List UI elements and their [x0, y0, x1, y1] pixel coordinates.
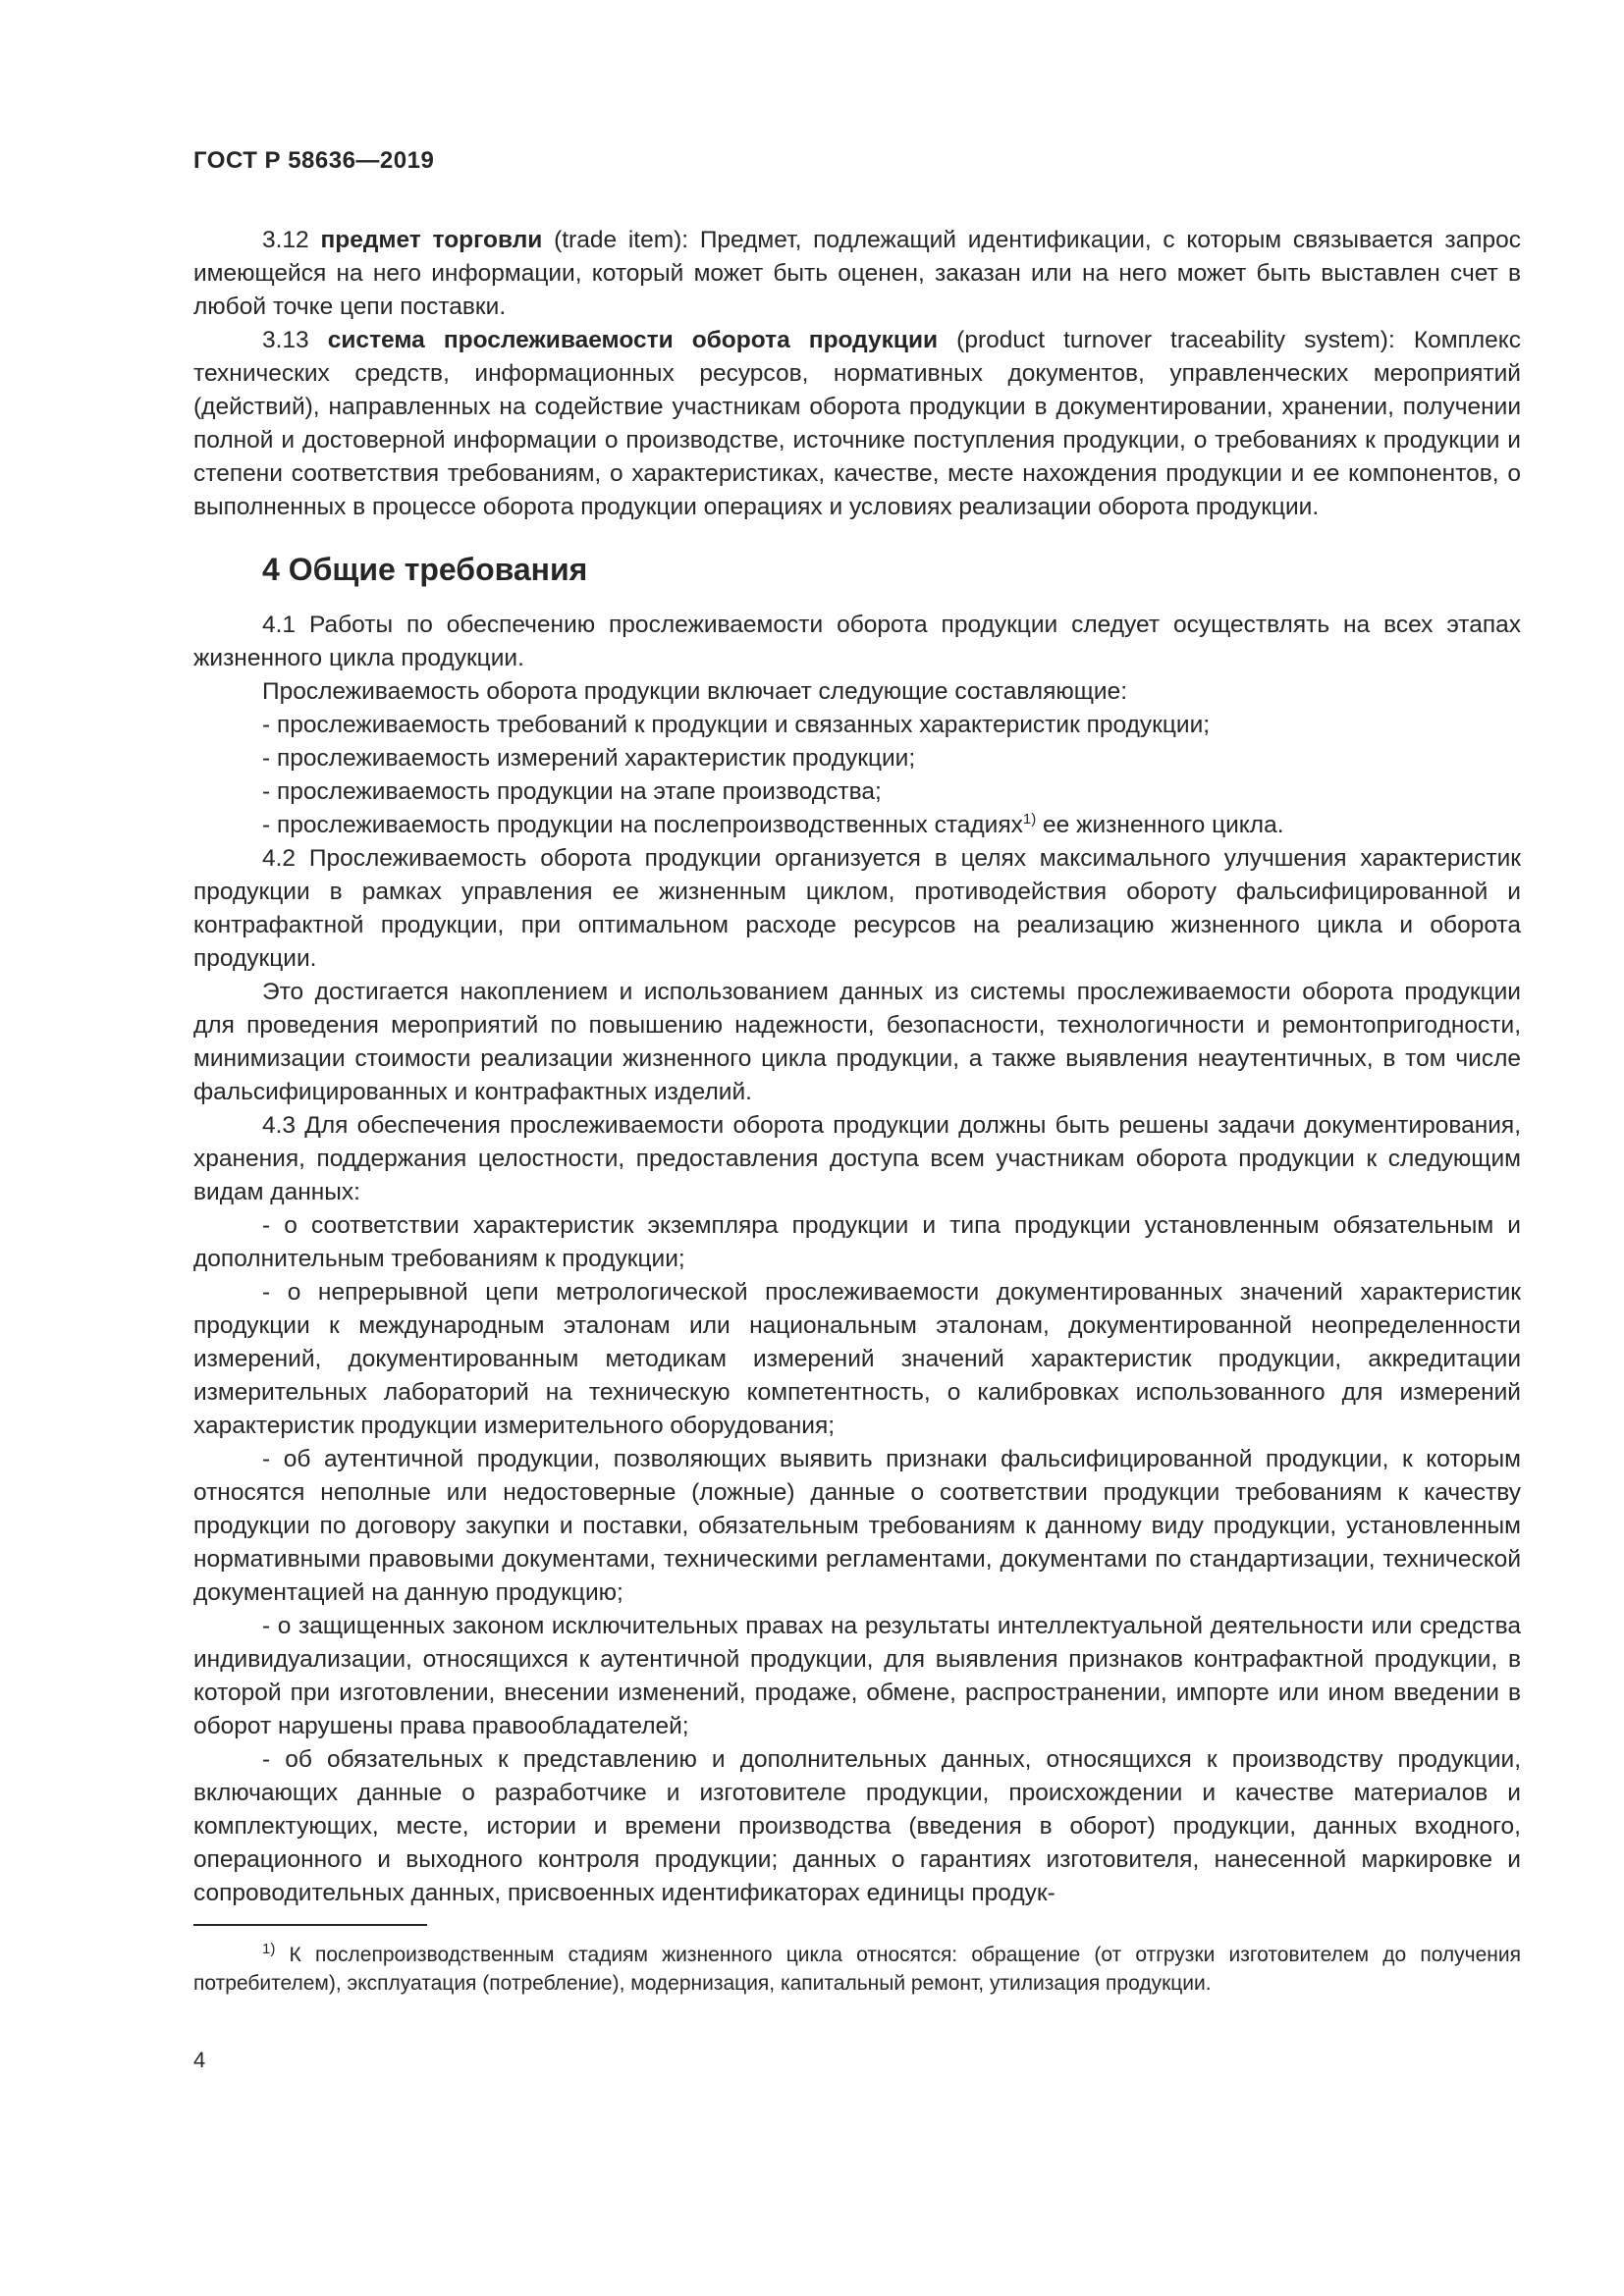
- page-number: 4: [193, 2048, 206, 2072]
- definition-number: 3.12: [262, 227, 309, 253]
- clause-4-2: 4.2 Прослеживаемость оборота продукции организуется в целях максимального улучшения характеристик продукции в рамках управления ее жизненным циклом, противодействия обороту фальсифицированной и контрафактной продукции, при оптимальном расходе ресурсов на реализацию жизненного цикла и оборота продукции.: [193, 845, 1521, 972]
- footnote: [193, 1941, 1521, 1998]
- list-item: - прослеживаемость требований к продукции и связанных характеристик продукции;: [262, 712, 1211, 738]
- components-intro: Прослеживаемость оборота продукции включает следующие составляющие:: [262, 678, 1128, 705]
- list-item-text: - прослеживаемость продукции на послепроизводственных стадиях: [262, 812, 1023, 838]
- list-item: - о непрерывной цепи метрологической прослеживаемости документированных значений характеристик продукции к международным эталонам или национальным эталонам, документированной неопределенности измерений, документированным методикам измерений значений характеристик продукции, аккредитации измерительных лабораторий на техническую компетентность, о калибровках использованного для измерений характеристик продукции измерительного оборудования;: [193, 1279, 1521, 1439]
- list-item: - прослеживаемость продукции на этапе производства;: [262, 778, 882, 805]
- definition-text: (trade item): Предмет, подлежащий идентификации, с которым связывается запрос имеющейся на него информации, который может быть оценен, заказан или на него может быть выставлен счет в любой точке цепи поставки.: [193, 227, 1521, 320]
- list-item-text: ее жизненного цикла.: [1036, 812, 1284, 838]
- list-item: - об аутентичной продукции, позволяющих выявить признаки фальсифицированной продукции, к которым относятся неполные или недостоверные (ложные) данные о соответствии продукции требованиям к качеству продукции по договору закупки и поставки, обязательным требованиям к данному виду продукции, установленным нормативными правовыми документами, техническими регламентами, документами по стандартизации, технической документацией на данную продукцию;: [193, 1446, 1521, 1606]
- footnote-body: К послепроизводственным стадиям жизненного цикла относятся: обращение (от отгрузки изготовителем до получения потребителем), эксплуатация (потребление), модернизация, капитальный ремонт, утилизация продукции.: [193, 1944, 1521, 1995]
- footnote-reference[interactable]: 1): [1022, 810, 1037, 828]
- list-item: - о соответствии характеристик экземпляра продукции и типа продукции установленным обязательным и дополнительным требованиям к продукции;: [193, 1212, 1521, 1272]
- standard-designation: ГОСТ Р 58636—2019: [193, 147, 435, 174]
- clause-4-3: 4.3 Для обеспечения прослеживаемости оборота продукции должны быть решены задачи документирования, хранения, поддержания целостности, предоставления доступа всем участникам оборота продукции к следующим видам данных:: [193, 1112, 1521, 1205]
- definition-number: 3.13: [262, 327, 309, 353]
- definition-term: предмет торговли: [320, 227, 543, 253]
- footnote-separator: [193, 1924, 427, 1926]
- list-item: [193, 809, 1521, 842]
- list-item: - о защищенных законом исключительных правах на результаты интеллектуальной деятельности или средства индивидуализации, относящихся к аутентичной продукции, для выявления признаков контрафактной продукции, в которой при изготовлении, внесении изменений, продаже, обмене, распространении, импорте или ином введении в оборот нарушены права правообладателей;: [193, 1613, 1521, 1739]
- document-body: [193, 224, 1521, 1910]
- section-heading: 4 Общие требования: [262, 552, 588, 587]
- list-item: - прослеживаемость измерений характеристик продукции;: [262, 745, 916, 772]
- definition-term: система прослеживаемости оборота продукции: [327, 327, 939, 353]
- footnote-marker: 1): [262, 1941, 276, 1957]
- footnote-text: [193, 1941, 1521, 1998]
- list-item: - об обязательных к представлению и дополнительных данных, относящихся к производству продукции, включающих данные о разработчике и изготовителе продукции, происхождении и качестве материалов и комплектующих, месте, истории и времени производства (введения в оборот) продукции, данных входного, операционного и выходного контроля продукции; данных о гарантиях изготовителя, нанесенной маркировке и сопроводительных данных, присвоенных идентификаторах единицы продук-: [193, 1746, 1521, 1906]
- definition-3-12: [193, 224, 1521, 324]
- definition-text: (product turnover traceability system): Комплекс технических средств, информационных ресурсов, нормативных документов, управленческих мероприятий (действий), направленных на содействие участникам оборота продукции в документировании, хранении, получении полной и достоверной информации о производстве, источнике поступления продукции, о требованиях к продукции и степени соответствия требованиям, о характеристиках, качестве, месте нахождения продукции и ее компонентов, о выполненных в процессе оборота продукции операциях и условиях реализации оборота продукции.: [193, 327, 1521, 520]
- clause-4-1: 4.1 Работы по обеспечению прослеживаемости оборота продукции следует осуществлять на всех этапах жизненного цикла продукции.: [193, 612, 1521, 671]
- clause-4-2-continuation: Это достигается накоплением и использованием данных из системы прослеживаемости оборота продукции для проведения мероприятий по повышению надежности, безопасности, технологичности и ремонтопригодности, минимизации стоимости реализации жизненного цикла продукции, а также выявления неаутентичных, в том числе фальсифицированных и контрафактных изделий.: [193, 979, 1521, 1105]
- definition-3-13: [193, 324, 1521, 524]
